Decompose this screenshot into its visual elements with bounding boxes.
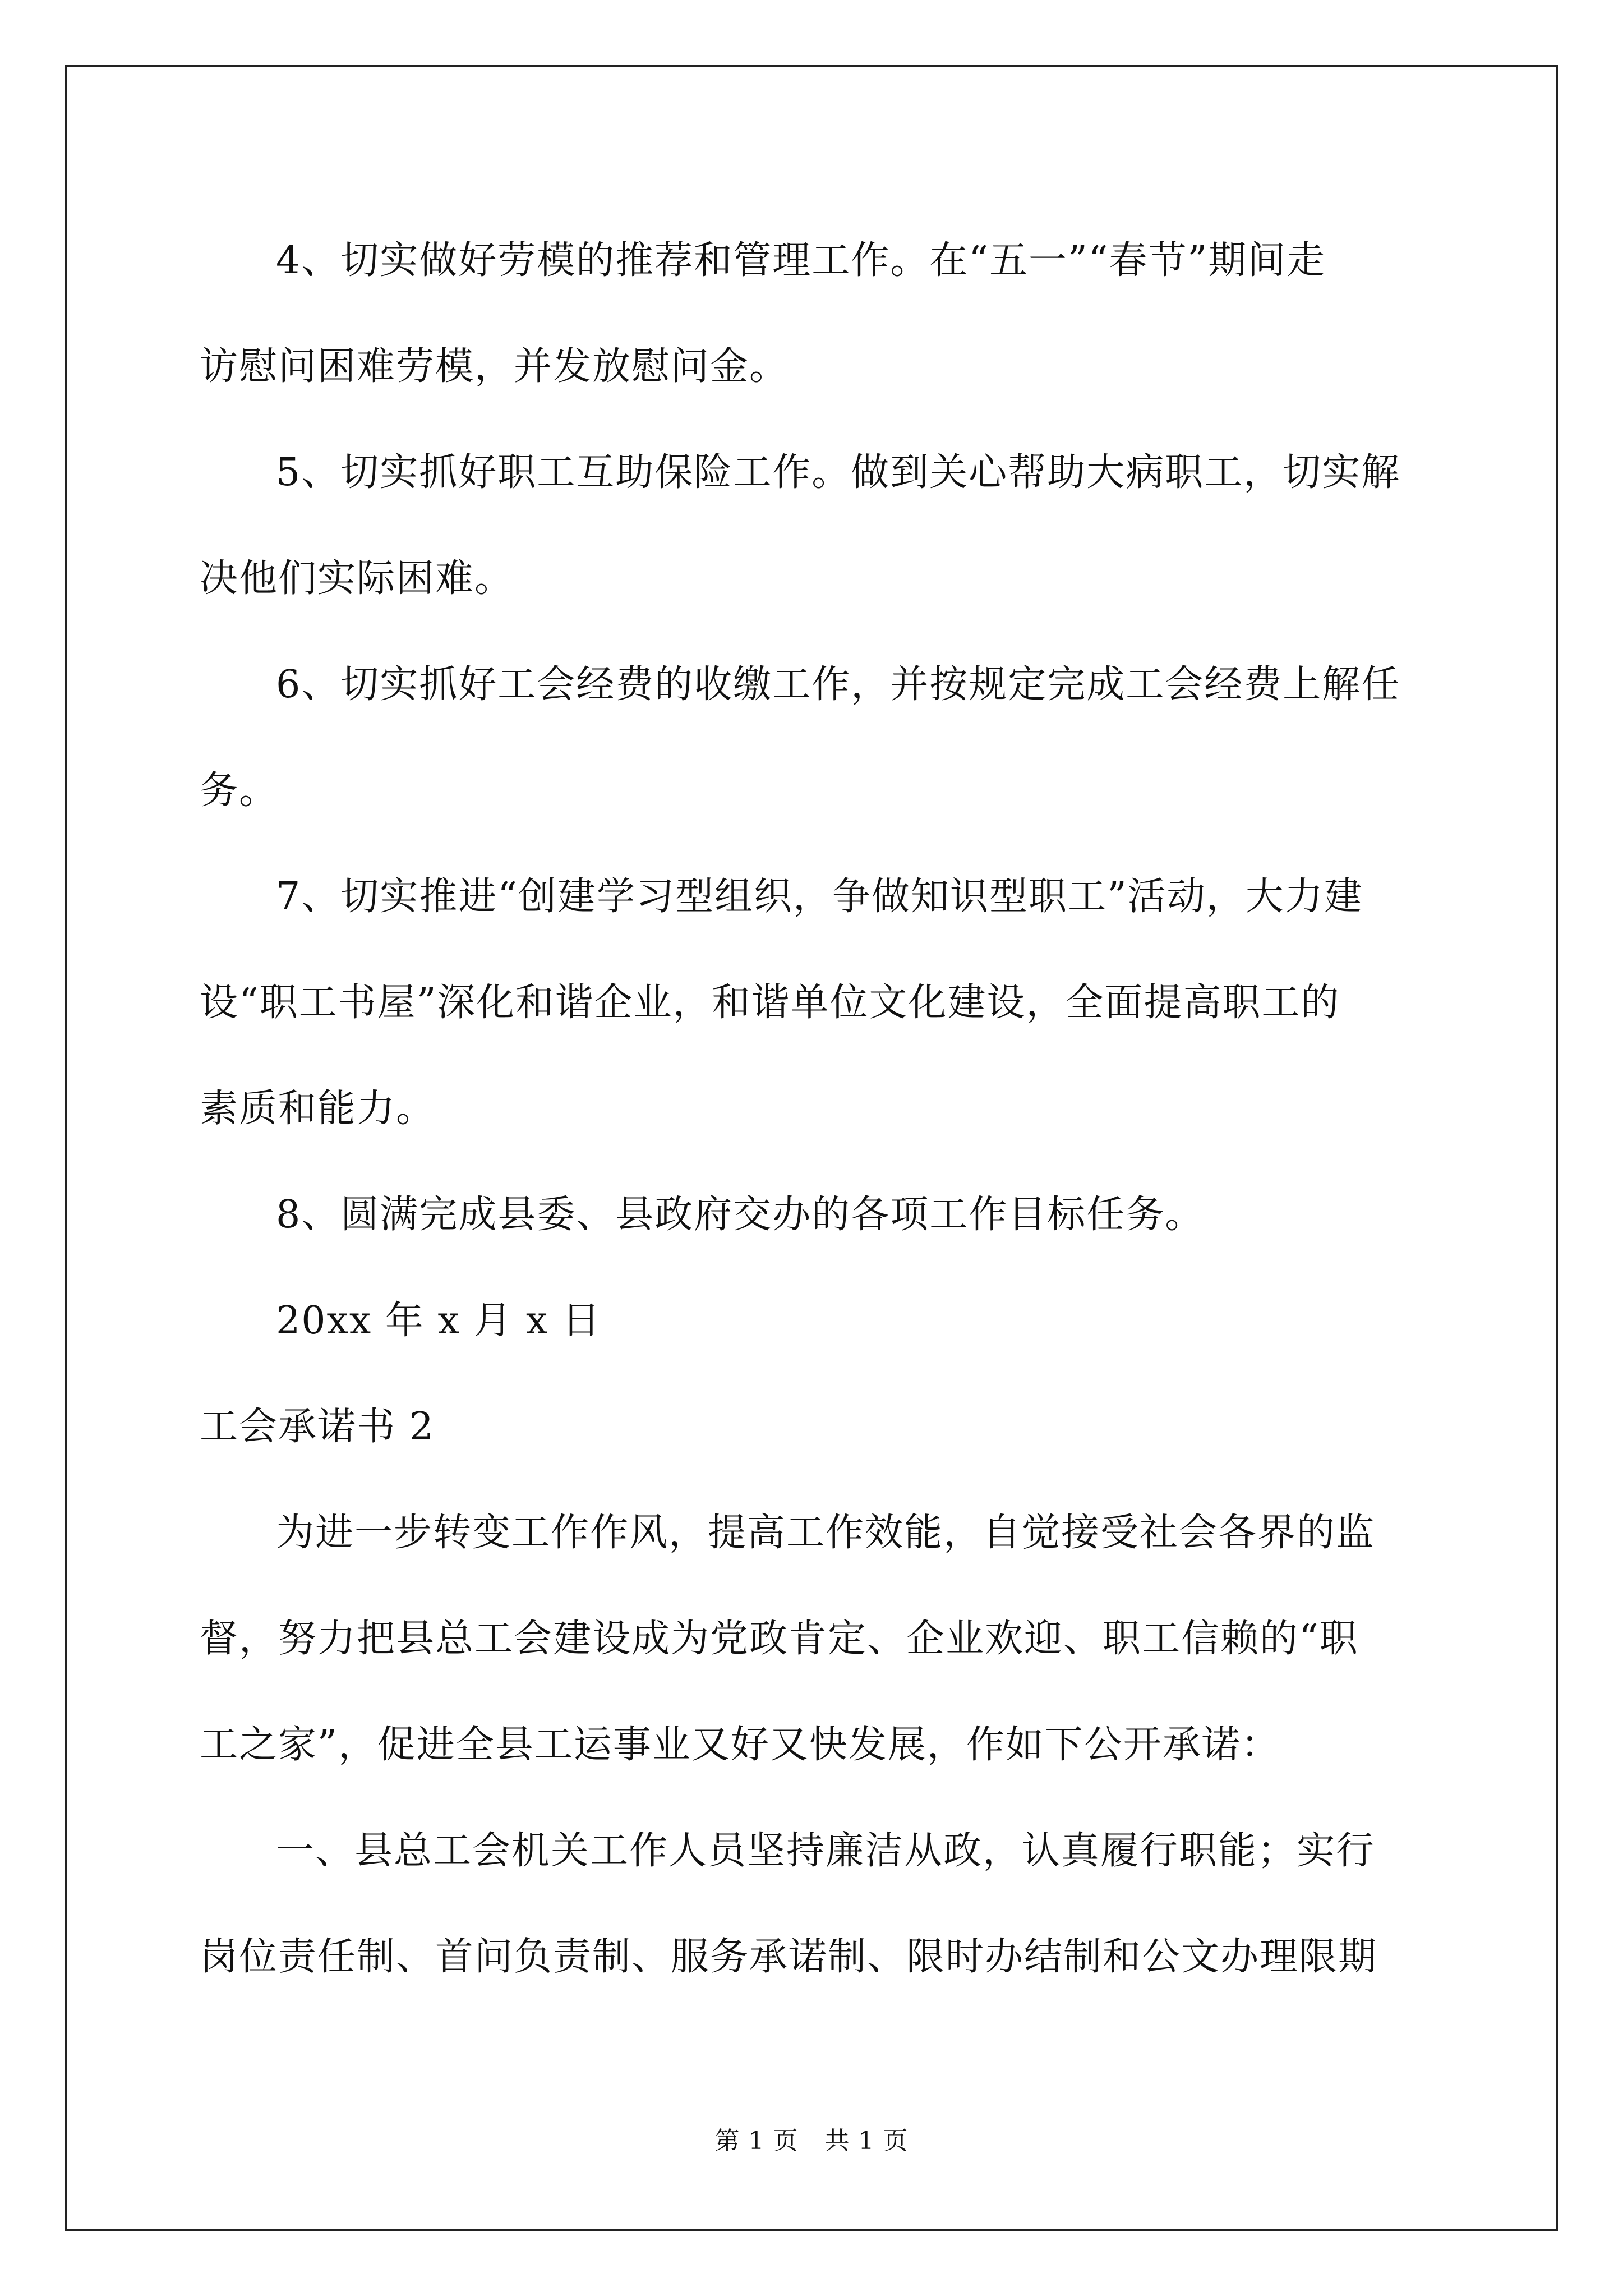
document-body bbox=[200, 208, 1433, 2010]
page-number: 第 1 页 bbox=[714, 2127, 799, 2155]
paragraph-line: 访慰问困难劳模，并发放慰问金。 bbox=[200, 344, 789, 389]
paragraph-line: 岗位责任制、首问负责制、服务承诺制、限时办结制和公文办理限期 bbox=[200, 1935, 1378, 1979]
paragraph-line: 务。 bbox=[200, 769, 279, 813]
paragraph-line: 督，努力把县总工会建设成为党政肯定、企业欢迎、职工信赖的“职 bbox=[200, 1617, 1359, 1661]
paragraph-line: 素质和能力。 bbox=[200, 1087, 436, 1131]
paragraph-line: 6、切实抓好工会经费的收缴工作，并按规定完成工会经费上解任 bbox=[276, 662, 1401, 707]
section-heading: 工会承诺书 2 bbox=[200, 1405, 435, 1449]
paragraph-line: 为进一步转变工作作风，提高工作效能，自觉接受社会各界的监 bbox=[276, 1511, 1376, 1555]
paragraph-line: 4、切实做好劳模的推荐和管理工作。在“五一”“春节”期间走 bbox=[276, 238, 1326, 283]
page-footer bbox=[0, 2120, 1623, 2156]
paragraph-line: 8、圆满完成县委、县政府交办的各项工作目标任务。 bbox=[276, 1193, 1205, 1237]
paragraph-line: 设“职工书屋”深化和谐企业，和谐单位文化建设，全面提高职工的 bbox=[200, 981, 1340, 1025]
paragraph-line: 工之家”，促进全县工运事业又好又快发展，作如下公开承诺： bbox=[200, 1723, 1280, 1767]
paragraph-line: 一、县总工会机关工作人员坚持廉洁从政，认真履行职能；实行 bbox=[276, 1829, 1376, 1873]
date-line: 20xx 年 x 月 x 日 bbox=[276, 1299, 602, 1343]
paragraph-line: 5、切实抓好职工互助保险工作。做到关心帮助大病职工，切实解 bbox=[276, 450, 1401, 495]
paragraph-line: 决他们实际困难。 bbox=[200, 556, 514, 601]
paragraph-line: 7、切实推进“创建学习型组织，争做知识型职工”活动，大力建 bbox=[276, 875, 1363, 919]
page-total: 共 1 页 bbox=[824, 2127, 909, 2155]
